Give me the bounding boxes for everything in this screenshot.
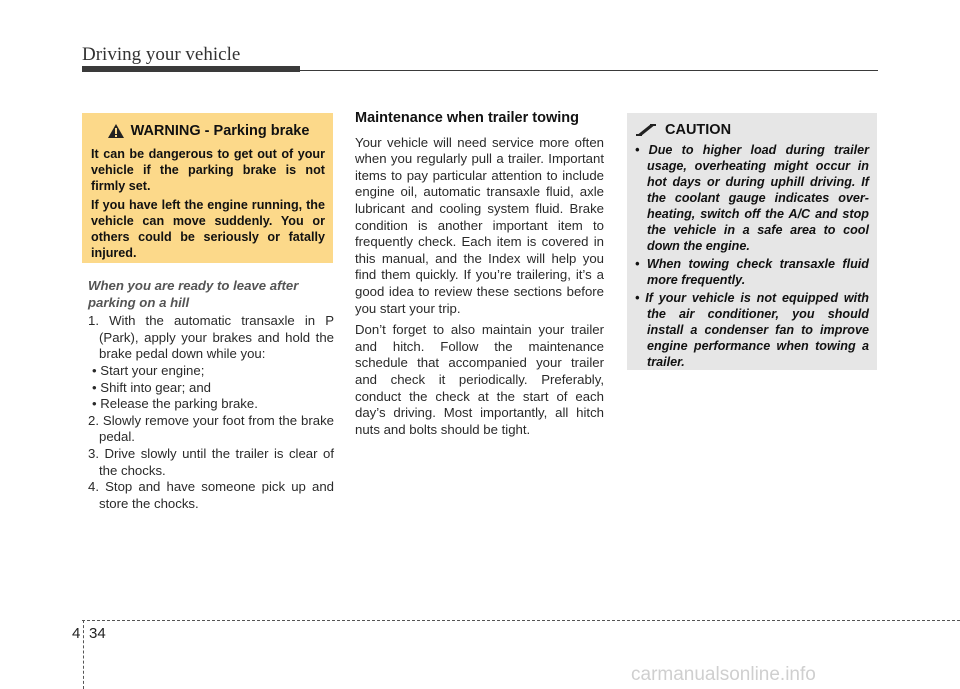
maintenance-paragraph: Don’t forget to also maintain your trailer and hitch. Follow the maintenance schedule that accompanied your trailer and check it periodically. Preferably, conduct the check at the start of each day’s driving. Most importantly, all hitch nuts and bolts should be tight. <box>355 322 604 437</box>
maintenance-heading: Maintenance when trailer towing <box>355 110 579 126</box>
header-rule <box>300 70 878 71</box>
maintenance-paragraph: Your vehicle will need service more often when you regularly pull a trailer. Important items to pay particular attention to include engine oil, automatic transaxle fluid, axle lubricant and cooling system fluid. Brake condition is another important item to frequently check. Each item is covered in this manual, and the Index will help you find them quickly. If you’re trailering, it’s a good idea to review these sections before you start your trip. <box>355 134 604 316</box>
caution-header <box>635 122 869 138</box>
step-3: 3. Drive slowly until the trailer is clear of the chocks. <box>88 445 334 478</box>
warning-header <box>91 123 325 139</box>
footer-rule <box>82 620 960 621</box>
warning-triangle-icon <box>107 123 125 139</box>
caution-item: • Due to higher load during trailer usage, overheating might occur in hot days or during uphill driving. If the coolant gauge indicates over-heating, switch off the A/C and stop the vehicle in a safe area to cool down the engine. <box>635 143 869 253</box>
warning-paragraph: If you have left the engine running, the vehicle can move suddenly. You or others could be seriously or fatally injured. <box>91 198 325 260</box>
bullet-item: • Release the parking brake. <box>92 396 258 412</box>
caution-slash-icon <box>635 123 657 137</box>
step-1: 1. With the automatic transaxle in P (Park), apply your brakes and hold the brake pedal down while you: <box>88 313 334 362</box>
step-4: 4. Stop and have someone pick up and store the chocks. <box>88 479 334 511</box>
middle-column <box>355 110 604 443</box>
bullet-item: • Shift into gear; and <box>92 379 211 395</box>
caution-title: CAUTION <box>665 122 732 138</box>
warning-title: WARNING - Parking brake <box>130 123 310 139</box>
caution-item: • If your vehicle is not equipped with the air conditioner, you should install a condenser fan to improve engine performance when towing a trailer. <box>635 291 869 369</box>
chapter-number: 4 <box>72 625 81 642</box>
footer-divider <box>83 620 84 689</box>
caution-item: • When towing check transaxle fluid more frequently. <box>635 257 869 287</box>
caution-box <box>627 113 877 370</box>
left-column <box>88 278 334 512</box>
bullet-item: • Start your engine; <box>92 362 205 378</box>
header-bar <box>82 66 300 72</box>
warning-paragraph: It can be dangerous to get out of your vehicle if the parking brake is not firmly set. <box>91 147 325 193</box>
hill-subheading: When you are ready to leave after parking on a hill <box>88 278 299 310</box>
step-2: 2. Slowly remove your foot from the brake pedal. <box>88 412 334 445</box>
page-section-title: Driving your vehicle <box>82 44 241 65</box>
watermark: carmanualsonline.info <box>631 664 816 685</box>
page-number: 34 <box>89 625 106 642</box>
warning-box <box>82 113 333 263</box>
